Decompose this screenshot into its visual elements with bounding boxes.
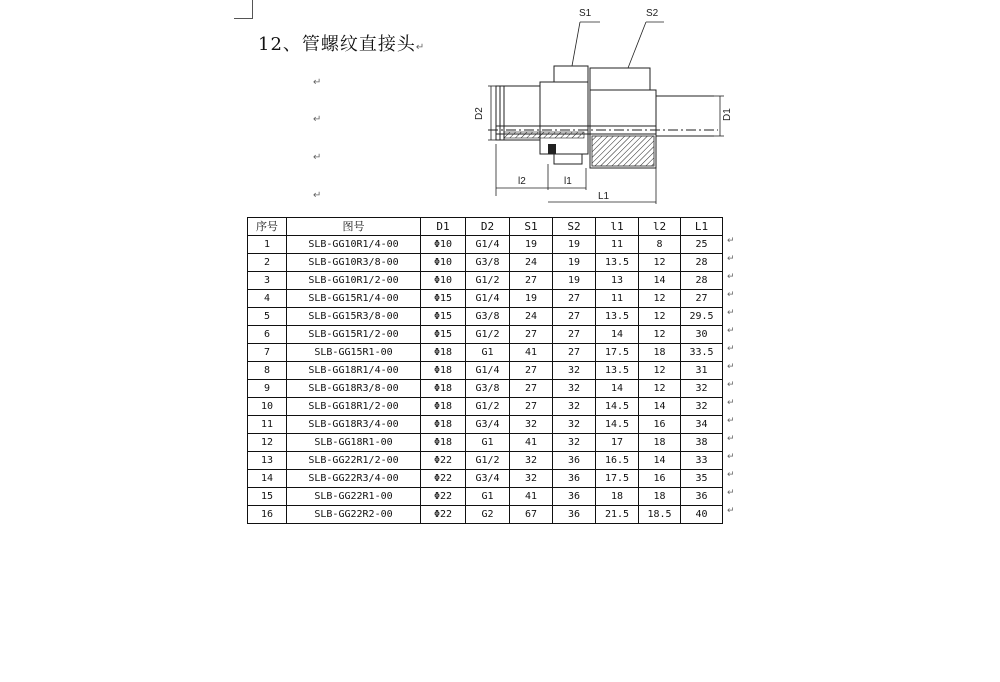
table-cell: 9 [248, 380, 287, 398]
section-title-text: 12、管螺纹直接头 [258, 34, 416, 55]
table-cell: 7 [248, 344, 287, 362]
table-row [248, 470, 723, 488]
table-cell: Φ10 [421, 272, 466, 290]
table-cell: Φ18 [421, 434, 466, 452]
table-cell: 27 [553, 290, 596, 308]
table-cell: 19 [510, 290, 553, 308]
table-cell: G1 [466, 434, 510, 452]
table-cell: 14 [248, 470, 287, 488]
table-cell: SLB-GG18R1/4-00 [287, 362, 421, 380]
return-mark: ↵ [727, 416, 735, 426]
table-cell: 14 [639, 452, 681, 470]
table-cell: SLB-GG22R1/2-00 [287, 452, 421, 470]
table-cell: 27 [510, 272, 553, 290]
table-row [248, 488, 723, 506]
table-cell: 41 [510, 344, 553, 362]
table-row [248, 362, 723, 380]
table-cell: 14 [596, 380, 639, 398]
table-cell: SLB-GG15R1-00 [287, 344, 421, 362]
return-mark: ↵ [727, 506, 735, 516]
table-cell: 13 [248, 452, 287, 470]
nut-s2-top [590, 68, 650, 90]
table-cell: 31 [681, 362, 723, 380]
table-cell: Φ15 [421, 290, 466, 308]
table-cell: 11 [596, 290, 639, 308]
table-cell: 13.5 [596, 254, 639, 272]
table-cell: Φ18 [421, 398, 466, 416]
table-cell: SLB-GG10R1/4-00 [287, 236, 421, 254]
table-cell: 38 [681, 434, 723, 452]
table-cell: 8 [639, 236, 681, 254]
table-cell: 14.5 [596, 398, 639, 416]
return-mark: ↵ [727, 272, 735, 282]
table-cell: Φ22 [421, 452, 466, 470]
table-cell: G1/4 [466, 236, 510, 254]
table-row [248, 254, 723, 272]
table-cell: SLB-GG15R1/2-00 [287, 326, 421, 344]
table-cell: 12 [639, 254, 681, 272]
table-cell: SLB-GG18R1/2-00 [287, 398, 421, 416]
table-row [248, 506, 723, 524]
table-row [248, 344, 723, 362]
table-cell: 32 [681, 398, 723, 416]
table-body [248, 236, 723, 524]
table-cell: 36 [553, 506, 596, 524]
table-row [248, 236, 723, 254]
table-cell: Φ22 [421, 470, 466, 488]
table-cell: SLB-GG22R1-00 [287, 488, 421, 506]
header-cell: S1 [510, 218, 553, 236]
return-mark: ↵ [727, 326, 735, 336]
table-cell: G3/8 [466, 308, 510, 326]
table-cell: G3/8 [466, 380, 510, 398]
hex-s1-top [554, 66, 588, 82]
table-cell: 32 [553, 398, 596, 416]
table-cell: 27 [553, 308, 596, 326]
table-cell: 29.5 [681, 308, 723, 326]
label-s2: S2 [646, 8, 659, 19]
table-cell: 10 [248, 398, 287, 416]
table-cell: 2 [248, 254, 287, 272]
table-cell: 33.5 [681, 344, 723, 362]
table-cell: 8 [248, 362, 287, 380]
table-cell: G3/4 [466, 470, 510, 488]
table-cell: 17.5 [596, 344, 639, 362]
table-cell: 28 [681, 272, 723, 290]
table-cell: SLB-GG22R2-00 [287, 506, 421, 524]
table-cell: 13.5 [596, 362, 639, 380]
table-cell: 17 [596, 434, 639, 452]
table-cell: Φ10 [421, 254, 466, 272]
table-row [248, 272, 723, 290]
table-cell: G3/4 [466, 416, 510, 434]
table-cell: 30 [681, 326, 723, 344]
table-cell: 36 [681, 488, 723, 506]
table-cell: 40 [681, 506, 723, 524]
table-cell: Φ18 [421, 416, 466, 434]
table-cell: 24 [510, 308, 553, 326]
label-L1: L1 [598, 191, 610, 202]
return-mark: ↵ [727, 290, 735, 300]
table-cell: Φ18 [421, 344, 466, 362]
return-mark: ↵ [727, 488, 735, 498]
table-cell: 16 [639, 416, 681, 434]
table-row [248, 398, 723, 416]
spec-table [247, 217, 723, 524]
table-cell: 41 [510, 488, 553, 506]
table-cell: 27 [553, 344, 596, 362]
page-corner-mark [234, 0, 253, 19]
return-mark: ↵ [727, 452, 735, 462]
table-cell: G1/2 [466, 326, 510, 344]
table-cell: 19 [553, 236, 596, 254]
table-cell: 12 [639, 308, 681, 326]
header-cell: 图号 [287, 218, 421, 236]
table-cell: Φ22 [421, 506, 466, 524]
header-cell: l1 [596, 218, 639, 236]
return-mark: ↵ [727, 398, 735, 408]
table-row [248, 416, 723, 434]
table-cell: G1 [466, 344, 510, 362]
header-cell: l2 [639, 218, 681, 236]
header-cell: 序号 [248, 218, 287, 236]
table-cell: Φ15 [421, 308, 466, 326]
label-l2: l2 [518, 176, 526, 187]
table-cell: 16 [248, 506, 287, 524]
return-mark: ↵ [727, 308, 735, 318]
table-cell: 18 [639, 434, 681, 452]
table-cell: 32 [553, 416, 596, 434]
table-cell: 32 [510, 416, 553, 434]
table-cell: Φ18 [421, 380, 466, 398]
table-cell: Φ18 [421, 362, 466, 380]
table-cell: SLB-GG22R3/4-00 [287, 470, 421, 488]
table-cell: 36 [553, 452, 596, 470]
table-cell: 34 [681, 416, 723, 434]
table-cell: 14 [639, 272, 681, 290]
table-cell: 14 [596, 326, 639, 344]
return-mark: ↵ [727, 470, 735, 480]
table-cell: 67 [510, 506, 553, 524]
return-mark: ↵ [727, 344, 735, 354]
table-cell: 14 [639, 398, 681, 416]
table-cell: 32 [681, 380, 723, 398]
table-cell: 32 [553, 434, 596, 452]
table-cell: 11 [248, 416, 287, 434]
return-mark: ↵ [727, 362, 735, 372]
table-cell: 21.5 [596, 506, 639, 524]
table-row [248, 326, 723, 344]
table-cell: Φ10 [421, 236, 466, 254]
table-cell: SLB-GG10R3/8-00 [287, 254, 421, 272]
table-cell: 15 [248, 488, 287, 506]
table-cell: 17.5 [596, 470, 639, 488]
table-cell: 12 [639, 362, 681, 380]
return-mark: ↵ [727, 236, 735, 246]
table-cell: SLB-GG18R1-00 [287, 434, 421, 452]
table-cell: 13 [596, 272, 639, 290]
return-mark: ↵ [313, 77, 322, 88]
table-cell: G2 [466, 506, 510, 524]
return-mark: ↵ [727, 254, 735, 264]
table-cell: 41 [510, 434, 553, 452]
table-header-row [248, 218, 723, 236]
label-s1: S1 [579, 8, 592, 19]
table-cell: 24 [510, 254, 553, 272]
table-cell: 12 [248, 434, 287, 452]
table-cell: 35 [681, 470, 723, 488]
header-cell: D1 [421, 218, 466, 236]
table-cell: 27 [510, 380, 553, 398]
header-cell: L1 [681, 218, 723, 236]
table-cell: 28 [681, 254, 723, 272]
return-mark: ↵ [727, 434, 735, 444]
table-cell: G1/2 [466, 398, 510, 416]
table-cell: Φ15 [421, 326, 466, 344]
table-cell: 18 [639, 344, 681, 362]
table-cell: 5 [248, 308, 287, 326]
table-cell: 32 [510, 470, 553, 488]
table-cell: 3 [248, 272, 287, 290]
table-cell: 36 [553, 470, 596, 488]
table-cell: SLB-GG18R3/4-00 [287, 416, 421, 434]
table-cell: G1/4 [466, 362, 510, 380]
label-d2: D2 [474, 107, 485, 120]
return-mark: ↵ [313, 190, 322, 201]
table-cell: 19 [510, 236, 553, 254]
fitting-technical-drawing [468, 4, 748, 208]
table-cell: 27 [553, 326, 596, 344]
return-mark: ↵ [727, 380, 735, 390]
table-cell: 16.5 [596, 452, 639, 470]
section-title [258, 30, 425, 56]
table-cell: SLB-GG15R1/4-00 [287, 290, 421, 308]
table-cell: SLB-GG18R3/8-00 [287, 380, 421, 398]
table-cell: 14.5 [596, 416, 639, 434]
table-cell: G1 [466, 488, 510, 506]
table-cell: 16 [639, 470, 681, 488]
table-cell: G1/2 [466, 452, 510, 470]
table-cell: 18.5 [639, 506, 681, 524]
table-cell: 32 [510, 452, 553, 470]
table-cell: 12 [639, 326, 681, 344]
return-mark: ↵ [313, 152, 322, 163]
table-cell: 11 [596, 236, 639, 254]
table-cell: 4 [248, 290, 287, 308]
table-cell: G3/8 [466, 254, 510, 272]
table-cell: 32 [553, 380, 596, 398]
table-cell: 19 [553, 254, 596, 272]
table-cell: 18 [639, 488, 681, 506]
label-d1: D1 [722, 108, 733, 121]
return-mark: ↵ [313, 114, 322, 125]
table-cell: SLB-GG10R1/2-00 [287, 272, 421, 290]
table-cell: 12 [639, 290, 681, 308]
table-row [248, 452, 723, 470]
table-cell: 18 [596, 488, 639, 506]
table-cell: 27 [510, 362, 553, 380]
table-row [248, 308, 723, 326]
header-cell: D2 [466, 218, 510, 236]
table-cell: 12 [639, 380, 681, 398]
table-row [248, 380, 723, 398]
table-cell: Φ22 [421, 488, 466, 506]
table-cell: 33 [681, 452, 723, 470]
table-cell: 36 [553, 488, 596, 506]
table-cell: 13.5 [596, 308, 639, 326]
label-l1: l1 [564, 176, 572, 187]
table-cell: 32 [553, 362, 596, 380]
table-cell: 6 [248, 326, 287, 344]
table-row [248, 290, 723, 308]
table-cell: 19 [553, 272, 596, 290]
table-row [248, 434, 723, 452]
table-cell: SLB-GG15R3/8-00 [287, 308, 421, 326]
table-cell: 1 [248, 236, 287, 254]
section-hatch [592, 136, 654, 166]
table-cell: 27 [510, 326, 553, 344]
table-cell: 27 [510, 398, 553, 416]
table-cell: 27 [681, 290, 723, 308]
header-cell: S2 [553, 218, 596, 236]
table-cell: G1/4 [466, 290, 510, 308]
table-cell: 25 [681, 236, 723, 254]
table-cell: G1/2 [466, 272, 510, 290]
return-mark: ↵ [415, 42, 426, 53]
